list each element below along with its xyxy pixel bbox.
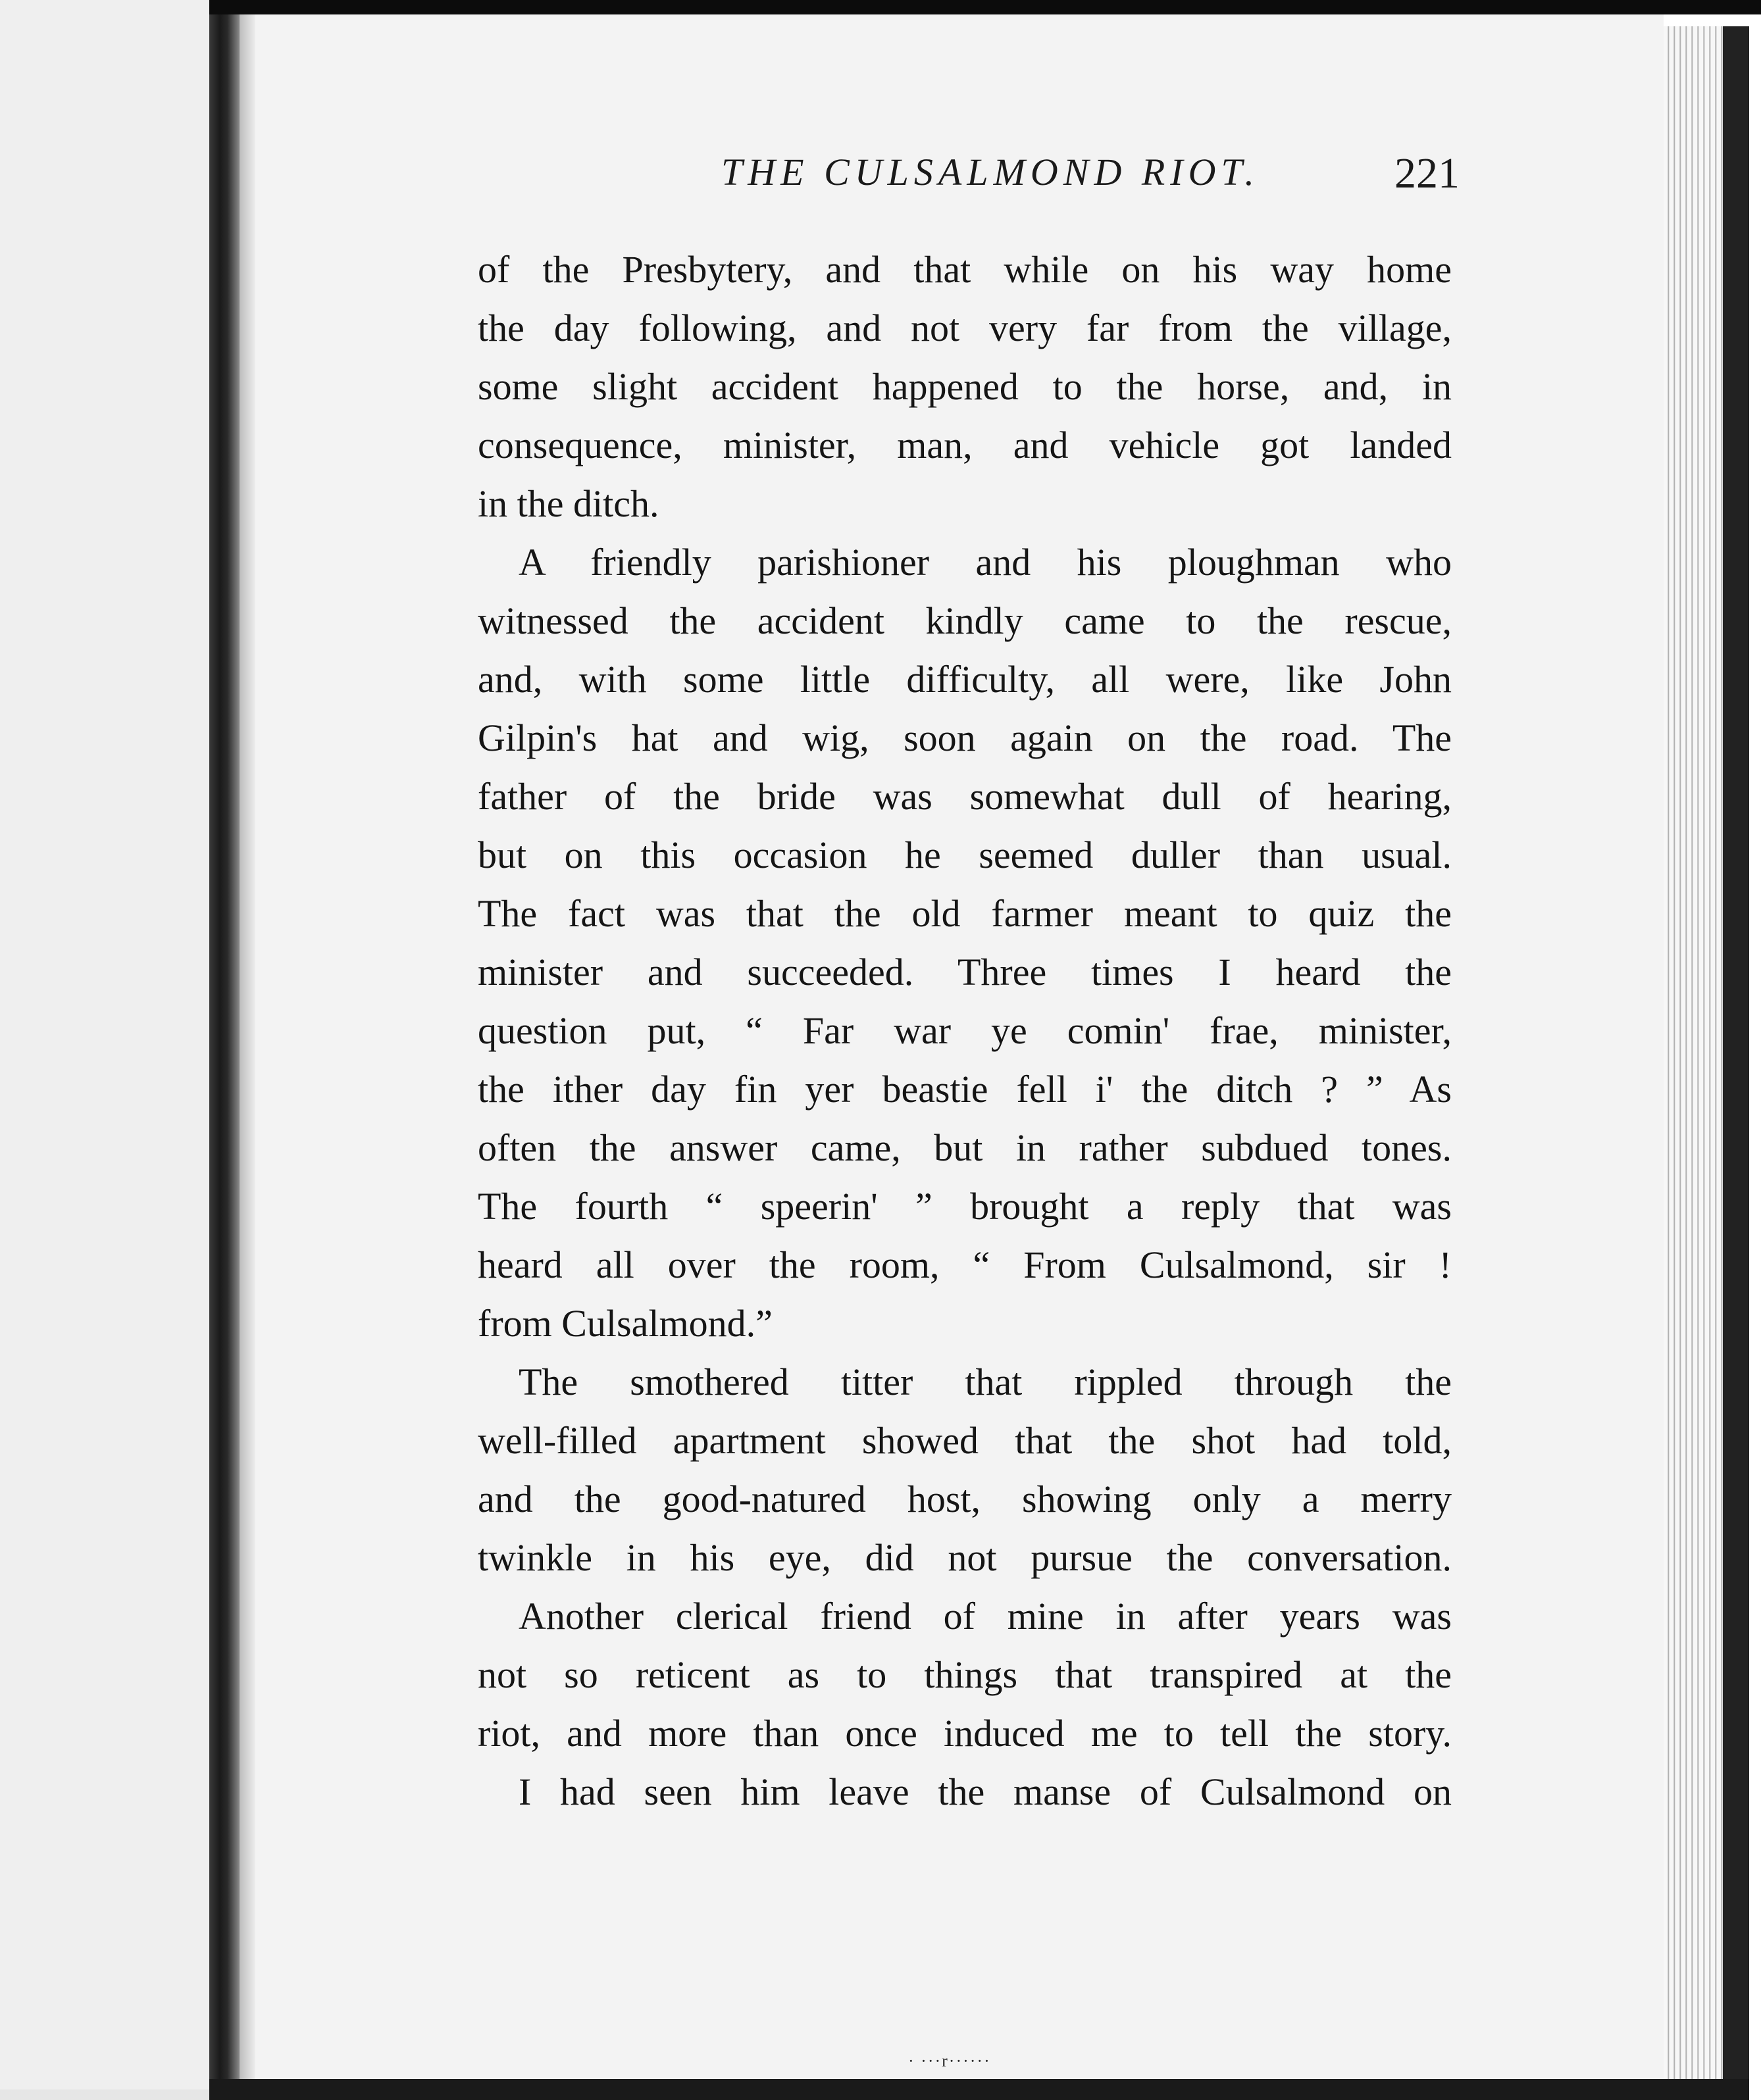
scanner-bottom-edge-left	[0, 2089, 209, 2100]
paragraph	[478, 240, 1452, 533]
text-line: Another clerical friend of mine in after years was	[519, 1595, 1452, 1638]
text-line: some slight accident happened to the horse, and, in	[478, 365, 1452, 408]
text-line: the ither day fin yer beastie fell i' the ditch ? ” As	[478, 1068, 1452, 1111]
text-line: The smothered titter that rippled through the	[519, 1361, 1452, 1403]
text-line: often the answer came, but in rather subdued tones.	[478, 1126, 1452, 1169]
gutter-shadow	[240, 14, 255, 2087]
text-line: The fact was that the old farmer meant to quiz the	[478, 892, 1452, 935]
paragraph	[478, 533, 1452, 1353]
text-line: question put, “ Far war ye comin' frae, minister,	[478, 1009, 1452, 1052]
text-line: minister and succeeded. Three times I heard the	[478, 951, 1452, 993]
text-line: father of the bride was somewhat dull of hearing,	[478, 775, 1452, 818]
text-line: consequence, minister, man, and vehicle got landed	[478, 424, 1452, 466]
paragraph	[478, 1763, 1452, 1821]
text-line: I had seen him leave the manse of Culsalmond on	[519, 1770, 1452, 1813]
text-line: and the good-natured host, showing only a merry	[478, 1478, 1452, 1520]
paragraph	[478, 1587, 1452, 1763]
scanner-bottom-edge	[209, 2079, 1749, 2100]
text-line: heard all over the room, “ From Culsalmond, sir !	[478, 1243, 1452, 1286]
text-line: from Culsalmond.”	[478, 1302, 773, 1345]
running-head: THE CULSALMOND RIOT.	[721, 151, 1260, 193]
text-line: A friendly parishioner and his ploughman who	[519, 541, 1452, 584]
body-text	[478, 240, 1452, 1821]
paragraph	[478, 1353, 1452, 1587]
text-line: riot, and more than once induced me to tell the story.	[478, 1712, 1452, 1755]
text-line: in the ditch.	[478, 482, 659, 525]
text-line: and, with some little difficulty, all were, like John	[478, 658, 1452, 701]
text-line: Gilpin's hat and wig, soon again on the road. The	[478, 716, 1452, 759]
printer-mark: · ···r······	[908, 2051, 991, 2070]
book-gutter	[209, 14, 240, 2087]
scanner-top-edge	[0, 0, 1761, 14]
text-line: witnessed the accident kindly came to the rescue,	[478, 599, 1452, 642]
text-line: well-filled apartment showed that the shot had told,	[478, 1419, 1452, 1462]
text-line: the day following, and not very far from the village,	[478, 307, 1452, 349]
text-line: twinkle in his eye, did not pursue the conversation.	[478, 1536, 1452, 1579]
page-stack-edge	[1664, 26, 1723, 2079]
text-line: but on this occasion he seemed duller than usual.	[478, 834, 1452, 876]
text-line: not so reticent as to things that transpired at the	[478, 1653, 1452, 1696]
text-line: The fourth “ speerin' ” brought a reply that was	[478, 1185, 1452, 1228]
cover-edge	[1723, 26, 1749, 2079]
text-line: of the Presbytery, and that while on his way home	[478, 248, 1452, 291]
page-number: 221	[1394, 149, 1460, 197]
left-facing-page	[0, 0, 209, 2100]
